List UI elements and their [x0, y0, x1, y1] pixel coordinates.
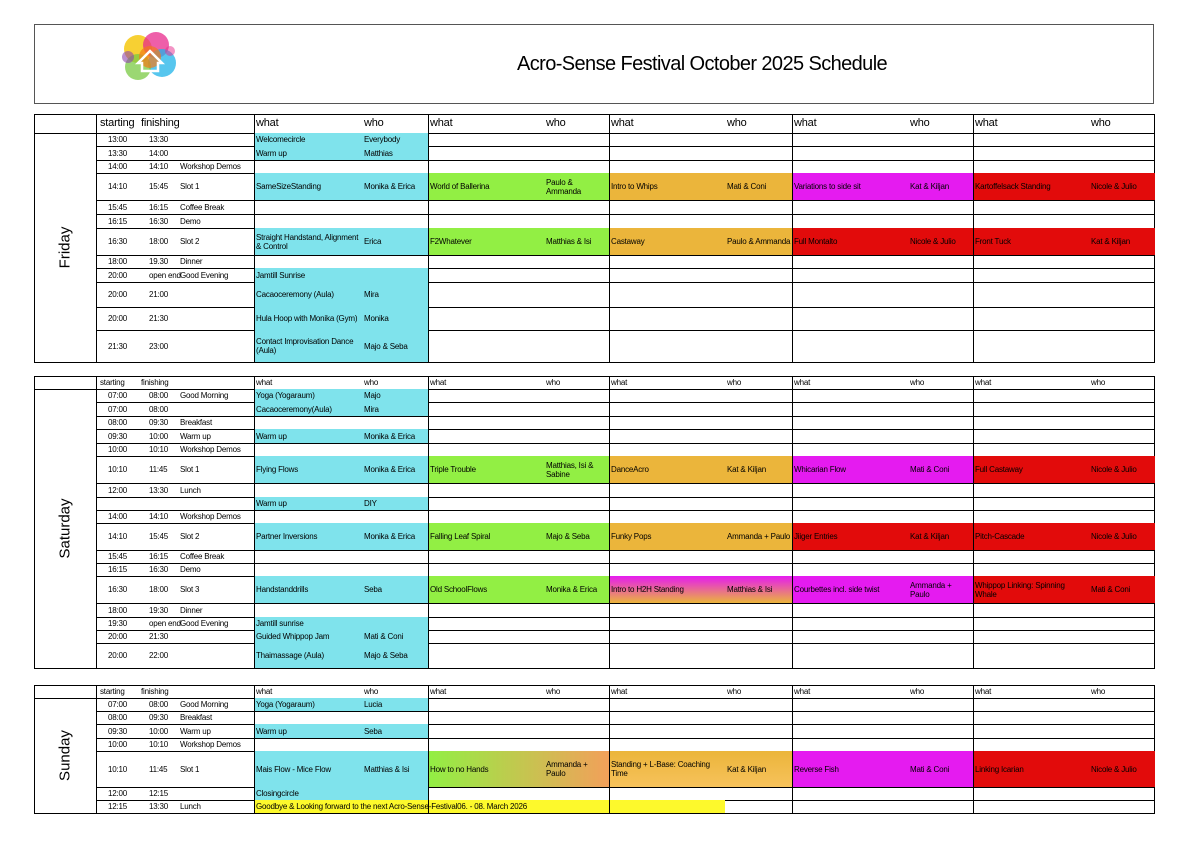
row-label: Workshop Demos [180, 445, 241, 454]
column-header-who: who [727, 687, 742, 696]
column-header-starting: starting [100, 378, 125, 387]
workshop-what: Whippop Linking: Spinning Whale [975, 580, 1065, 599]
activity-what: Warm up [256, 499, 287, 508]
row-label: Good Evening [180, 619, 229, 628]
column-header-what: what [794, 117, 817, 129]
column-header-who: who [910, 378, 925, 387]
column-header-what: what [430, 117, 453, 129]
workshop-who: Nicole & Julio [1091, 532, 1137, 541]
workshop-what: Whicarian Flow [794, 465, 846, 474]
color-splash-house-logo-icon [108, 27, 190, 89]
activity-what: Thaimassage (Aula) [256, 651, 324, 660]
workshop-what: Front Tuck [975, 237, 1011, 246]
workshop-what: DanceAcro [611, 465, 649, 474]
column-divider [96, 685, 97, 813]
workshop-what: Courbettes incl. side twist [794, 585, 880, 594]
workshop-what: Intro to Whips [611, 182, 658, 191]
activity-what: Hula Hoop with Monika (Gym) [256, 314, 358, 323]
day-name: Sunday [56, 729, 74, 781]
start-time: 16:15 [108, 565, 128, 574]
column-header-finishing: finishing [141, 378, 169, 387]
start-time: 16:30 [108, 237, 128, 246]
workshop-what: Pitch-Cascade [975, 532, 1025, 541]
end-time: 08:00 [149, 391, 169, 400]
start-time: 13:00 [108, 135, 128, 144]
column-header-who: who [727, 117, 747, 129]
end-time: 16:15 [149, 202, 169, 212]
column-divider [428, 114, 429, 362]
end-time: 18:00 [149, 237, 169, 246]
day-name: Friday [56, 226, 74, 268]
row-label: Coffee Break [180, 202, 225, 212]
end-time: 08:00 [149, 404, 169, 414]
activity-who: DIY [364, 499, 377, 508]
start-time: 09:30 [108, 431, 128, 441]
workshop-what: Castaway [611, 237, 645, 246]
activity-who: Majo & Seba [364, 341, 408, 351]
start-time: 10:10 [108, 764, 128, 774]
workshop-who: Kat & Kiljan [1091, 237, 1130, 246]
column-divider [96, 114, 97, 362]
end-time: 21:30 [149, 314, 169, 323]
row-label [178, 402, 254, 416]
column-header-who: who [727, 378, 742, 387]
start-time: 19:30 [108, 619, 128, 628]
activity-what: Guided Whippop Jam [256, 632, 330, 641]
start-time: 07:00 [108, 404, 128, 414]
workshop-who: Nicole & Julio [1091, 465, 1137, 474]
workshop-what: World of Ballerina [430, 182, 490, 191]
workshop-what: How to no Hands [430, 764, 489, 774]
start-time: 16:15 [108, 216, 128, 226]
row-label: Good Evening [180, 270, 229, 280]
row-label: Coffee Break [180, 552, 225, 561]
end-time: 10:10 [149, 445, 169, 454]
workshop-what: Intro to H2H Standing [611, 585, 684, 594]
activity-what: Goodbye & Looking forward to the next Acro-Sense-Festival06. - 08. March 2026 [256, 802, 527, 811]
column-header-what: what [611, 378, 628, 387]
end-time: 22:00 [149, 651, 169, 660]
activity-who: Erica [364, 237, 382, 246]
row-label: Demo [180, 565, 201, 574]
activity-what: Jamtill Sunrise [256, 270, 306, 280]
column-header-what: what [794, 378, 811, 387]
activity-who: Matthias [364, 148, 393, 158]
workshop-who: Paulo & Ammanda [546, 177, 582, 196]
workshop-who: Nicole & Julio [1091, 764, 1137, 774]
column-divider [609, 114, 610, 362]
end-time: 18:00 [149, 585, 169, 594]
row-label: Good Morning [180, 700, 229, 709]
start-time: 14:10 [108, 182, 128, 191]
end-time: 13:30 [149, 135, 169, 144]
workshop-who: Ammanda + Paulo [727, 532, 791, 541]
workshop-what: Variations to side sit [794, 182, 861, 191]
activity-who: Matthias & Isi [364, 764, 410, 774]
column-divider [973, 114, 974, 362]
workshop-who: Mati & Coni [910, 465, 950, 474]
start-time [106, 497, 146, 510]
workshop-who: Mati & Coni [1091, 585, 1131, 594]
column-header-who: who [546, 117, 566, 129]
column-divider [428, 376, 429, 668]
workshop-who: Nicole & Julio [1091, 182, 1137, 191]
activity-who: Lucia [364, 700, 383, 709]
end-time: 19.30 [149, 257, 169, 266]
column-divider [428, 685, 429, 813]
end-time: 16:30 [149, 565, 169, 574]
column-header-what: what [611, 117, 634, 129]
workshop-who: Matthias & Isi [546, 237, 592, 246]
workshop-who: Majo & Seba [546, 532, 590, 541]
row-label: Lunch [180, 485, 201, 495]
activity-who: Monika [364, 314, 389, 323]
row-label: Demo [180, 216, 201, 226]
column-divider [609, 376, 610, 668]
activity-who: Monika & Erica [364, 182, 415, 191]
end-time: 10:00 [149, 431, 169, 441]
end-time: 23:00 [149, 341, 169, 351]
end-time: 10:00 [149, 726, 169, 736]
activity-who: Monika & Erica [364, 532, 415, 541]
end-time: 14:10 [149, 512, 169, 521]
activity-what: Cacaoceremony(Aula) [256, 404, 332, 414]
start-time: 14:00 [108, 512, 128, 521]
start-time: 15:45 [108, 552, 128, 561]
start-time: 08:00 [108, 713, 128, 722]
row-label [178, 787, 254, 800]
workshop-what: Reverse Fish [794, 764, 839, 774]
activity-what: Handstanddrills [256, 585, 309, 594]
column-header-who: who [546, 687, 561, 696]
start-time: 07:00 [108, 391, 128, 400]
row-label [178, 643, 254, 668]
activity-what: Yoga (Yogaraum) [256, 391, 315, 400]
start-time: 07:00 [108, 700, 128, 709]
column-divider [254, 685, 255, 813]
workshop-who: Matthias & Isi [727, 585, 773, 594]
start-time: 20:00 [108, 270, 128, 280]
start-time: 14:00 [108, 162, 128, 171]
workshop-who: Mati & Coni [727, 182, 767, 191]
workshop-what: Full Montalto [794, 237, 838, 246]
activity-what: Contact Improvisation Dance (Aula) [256, 337, 354, 355]
workshop-who: Kat & Kiljan [910, 532, 949, 541]
column-header-what: what [611, 687, 628, 696]
start-time: 08:00 [108, 418, 128, 427]
row-label [178, 146, 254, 160]
column-header-finishing: finishing [141, 687, 169, 696]
activity-who: Monika & Erica [364, 431, 415, 441]
row-label: Lunch [180, 802, 201, 811]
end-time: 21:00 [149, 290, 169, 299]
workshop-what: Full Castaway [975, 465, 1023, 474]
end-time: 14:00 [149, 148, 169, 158]
row-label: Breakfast [180, 418, 212, 427]
activity-what: Partner Inversions [256, 532, 318, 541]
end-time: 08:00 [149, 700, 169, 709]
end-time: open end [149, 619, 181, 628]
end-time: 15:45 [149, 182, 169, 191]
row-label: Warm up [180, 726, 211, 736]
workshop-who: Kat & Kiljan [910, 182, 949, 191]
end-time: 10:10 [149, 740, 169, 749]
row-label: Breakfast [180, 713, 212, 722]
workshop-who: Paulo & Ammanda [727, 237, 791, 246]
row-label: Good Morning [180, 391, 229, 400]
day-name: Saturday [56, 497, 74, 559]
workshop-who: Kat & Kiljan [727, 764, 766, 774]
column-header-who: who [364, 117, 384, 129]
end-time: 09:30 [149, 418, 169, 427]
activity-who: Seba [364, 585, 382, 594]
workshop-what: Triple Trouble [430, 465, 476, 474]
start-time: 15:45 [108, 202, 128, 212]
row-label: Dinner [180, 257, 203, 266]
column-header-what: what [256, 687, 273, 696]
activity-what: Welcomecircle [256, 135, 306, 144]
activity-what: Warm up [256, 148, 287, 158]
workshop-who: Nicole & Julio [910, 237, 956, 246]
column-header-who: who [1091, 117, 1111, 129]
workshop-who: Monika & Erica [546, 585, 597, 594]
end-time: 13:30 [149, 802, 169, 811]
end-time: open end [149, 270, 181, 280]
start-time: 18:00 [108, 605, 128, 615]
activity-what: Straight Handstand, Alignment & Control [256, 232, 359, 251]
page-title: Acro-Sense Festival October 2025 Schedule [517, 53, 888, 75]
start-time: 20:00 [108, 632, 128, 641]
activity-what: Warm up [256, 431, 287, 441]
column-header-who: who [910, 117, 930, 129]
row-label: Warm up [180, 431, 211, 441]
column-header-what: what [256, 117, 279, 129]
start-time: 20:00 [108, 290, 128, 299]
end-time: 19:30 [149, 605, 169, 615]
start-time: 10:00 [108, 740, 128, 749]
row-label: Slot 3 [180, 585, 200, 594]
start-time: 12:00 [108, 485, 128, 495]
column-header-who: who [364, 687, 379, 696]
start-time: 10:00 [108, 445, 128, 454]
workshop-what: Old SchoolFlows [430, 585, 488, 594]
activity-what: Jamtill sunrise [256, 619, 304, 628]
end-time: 12:15 [149, 789, 169, 798]
activity-who: Seba [364, 726, 382, 736]
column-header-who: who [910, 687, 925, 696]
column-divider [96, 376, 97, 668]
workshop-what: Funky Pops [611, 532, 652, 541]
column-header-what: what [794, 687, 811, 696]
workshop-what: Kartoffelsack Standing [975, 182, 1051, 191]
end-time: 09:30 [149, 713, 169, 722]
start-time: 20:00 [108, 314, 128, 323]
workshop-what: F2Whatever [430, 237, 472, 246]
workshop-what: Standing + L-Base: Coaching Time [611, 760, 710, 778]
start-time: 13:30 [108, 148, 128, 158]
row-label [178, 133, 254, 146]
row-label [178, 630, 254, 643]
row-label: Workshop Demos [180, 740, 241, 749]
start-time: 16:30 [108, 585, 128, 594]
activity-what: Yoga (Yogaraum) [256, 700, 315, 709]
column-header-who: who [546, 378, 561, 387]
start-time: 20:00 [108, 651, 128, 660]
end-time: 14:10 [149, 162, 169, 171]
column-divider [254, 376, 255, 668]
end-time: 11:45 [149, 764, 168, 774]
workshop-what: Linking Icarian [975, 764, 1024, 774]
activity-what: Mais Flow - Mice Flow [256, 764, 331, 774]
row-label: Slot 1 [180, 465, 200, 474]
start-time: 18:00 [108, 257, 128, 266]
activity-who: Majo & Seba [364, 651, 408, 660]
activity-who: Mati & Coni [364, 632, 404, 641]
start-time: 10:10 [108, 465, 128, 474]
column-header-who: who [1091, 378, 1106, 387]
end-time: 21:30 [149, 632, 169, 641]
column-header-starting: starting [100, 117, 135, 129]
column-header-finishing: finishing [141, 117, 180, 129]
activity-what: Cacaoceremony (Aula) [256, 290, 334, 299]
start-time: 21:30 [108, 341, 128, 351]
activity-what: SameSizeStanding [256, 182, 321, 191]
activity-who: Majo [364, 391, 381, 400]
activity-what: Closingcircle [256, 789, 299, 798]
workshop-who: Mati & Coni [910, 764, 950, 774]
start-time: 12:00 [108, 789, 128, 798]
end-time: 11:45 [149, 465, 168, 474]
end-time: 15:45 [149, 532, 169, 541]
column-divider [792, 376, 793, 668]
row-label [178, 497, 254, 510]
column-header-what: what [975, 687, 992, 696]
row-label: Workshop Demos [180, 162, 241, 171]
workshop-who: Matthias, Isi & Sabine [546, 460, 594, 479]
row-label: Dinner [180, 605, 203, 615]
column-header-starting: starting [100, 687, 125, 696]
activity-who: Mira [364, 290, 379, 299]
workshop-what: Falling Leaf Spiral [430, 532, 491, 541]
column-divider [792, 114, 793, 362]
column-header-who: who [364, 378, 379, 387]
end-time: 16:15 [149, 552, 169, 561]
row-label: Slot 1 [180, 182, 200, 191]
activity-who: Mira [364, 404, 379, 414]
start-time: 09:30 [108, 726, 128, 736]
activity-who: Monika & Erica [364, 465, 415, 474]
column-header-what: what [975, 378, 992, 387]
column-header-what: what [430, 687, 447, 696]
column-header-what: what [256, 378, 273, 387]
workshop-who: Kat & Kiljan [727, 465, 766, 474]
column-header-what: what [430, 378, 447, 387]
end-time: 16:30 [149, 216, 169, 226]
column-header-what: what [975, 117, 998, 129]
row-label: Slot 2 [180, 237, 200, 246]
activity-what: Warm up [256, 726, 287, 736]
row-label: Slot 1 [180, 764, 200, 774]
row-label [178, 330, 254, 362]
activity-who: Everybody [364, 135, 400, 144]
workshop-who: Ammanda + Paulo [546, 760, 588, 778]
column-divider [973, 376, 974, 668]
activity-what: Flying Flows [256, 465, 299, 474]
row-label [178, 307, 254, 330]
workshop-what: Jiiger Entries [794, 532, 838, 541]
start-time: 12:15 [108, 802, 128, 811]
workshop-who: Ammanda + Paulo [910, 580, 952, 599]
row-label [178, 282, 254, 307]
row-label: Workshop Demos [180, 512, 241, 521]
column-divider [792, 685, 793, 813]
column-divider [254, 114, 255, 362]
column-divider [973, 685, 974, 813]
end-time: 13:30 [149, 485, 169, 495]
column-divider [609, 685, 610, 813]
row-label: Slot 2 [180, 532, 200, 541]
start-time: 14:10 [108, 532, 128, 541]
column-header-who: who [1091, 687, 1106, 696]
festival-logo [108, 27, 190, 89]
